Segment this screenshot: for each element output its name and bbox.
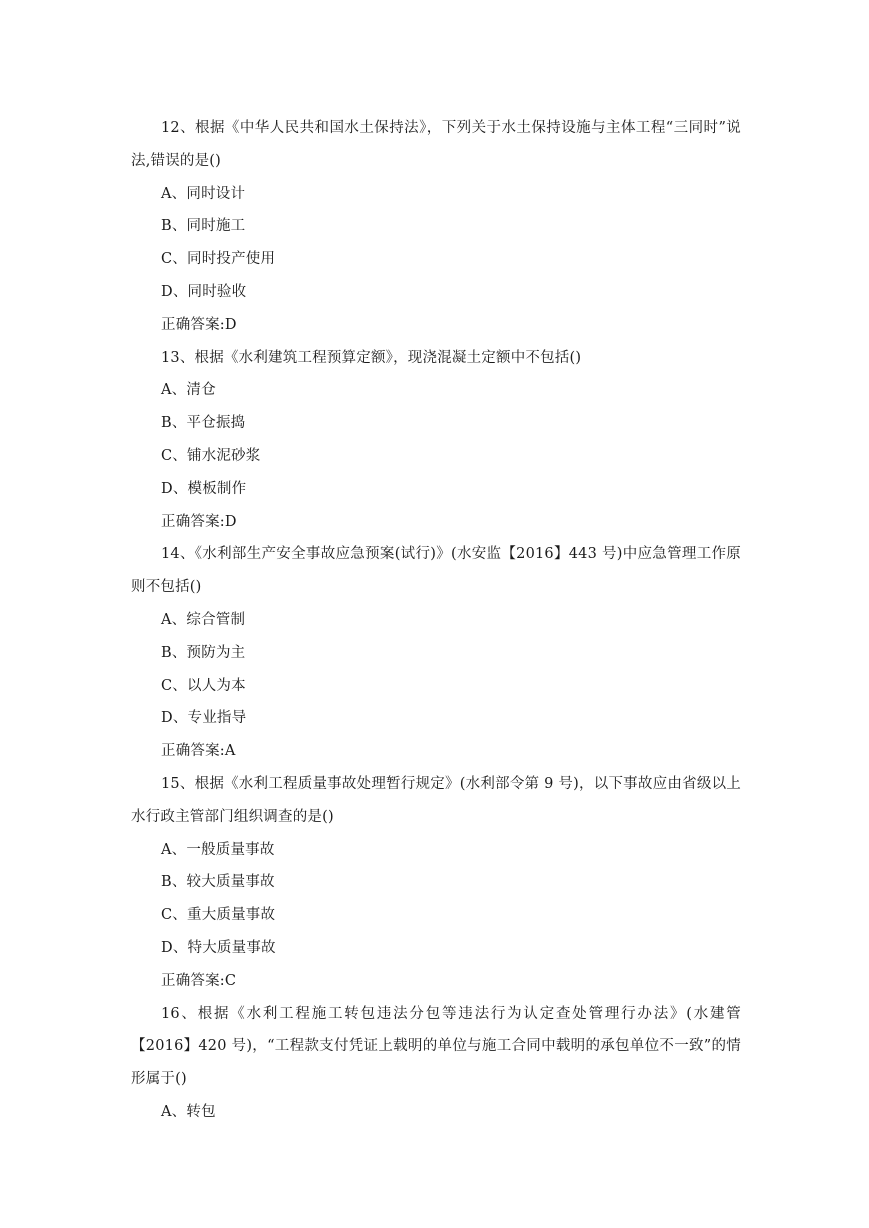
option-c: C、重大质量事故 xyxy=(161,907,276,924)
question-stem: 14、《水利部生产安全事故应急预案(试行)》(水安监【2016】443 号)中应急管理工作原则不包括() xyxy=(131,546,741,596)
question-list xyxy=(131,112,741,1129)
option-a: A、综合管制 xyxy=(161,611,246,628)
question-14 xyxy=(131,538,741,768)
option-a: A、同时设计 xyxy=(161,185,246,202)
correct-answer: 正确答案:D xyxy=(161,316,237,333)
option-a: A、转包 xyxy=(161,1103,216,1120)
option-b: B、同时施工 xyxy=(161,218,246,235)
option-c: C、以人为本 xyxy=(161,677,246,694)
option-d: D、模板制作 xyxy=(161,480,247,497)
option-c: C、铺水泥砂浆 xyxy=(161,447,261,464)
correct-answer: 正确答案:D xyxy=(161,513,237,530)
option-a: A、清仓 xyxy=(161,382,216,399)
option-c: C、同时投产使用 xyxy=(161,251,276,268)
question-15 xyxy=(131,768,741,998)
option-d: D、同时验收 xyxy=(161,283,247,300)
question-16 xyxy=(131,998,741,1129)
option-d: D、专业指导 xyxy=(161,710,247,727)
question-13 xyxy=(131,342,741,539)
correct-answer: 正确答案:C xyxy=(161,972,237,989)
option-b: B、预防为主 xyxy=(161,644,246,661)
question-12 xyxy=(131,112,741,342)
question-stem: 16、根据《水利工程施工转包违法分包等违法行为认定查处管理行办法》(水建管【2016】420 号)，“工程款支付凭证上载明的单位与施工合同中载明的承包单位不一致”的情形属于() xyxy=(131,1005,741,1088)
option-a: A、一般质量事故 xyxy=(161,841,275,858)
option-b: B、较大质量事故 xyxy=(161,874,275,891)
correct-answer: 正确答案:A xyxy=(161,743,236,760)
option-d: D、特大质量事故 xyxy=(161,939,276,956)
question-stem: 13、根据《水利建筑工程预算定额》，现浇混凝土定额中不包括() xyxy=(161,349,582,366)
question-stem: 12、根据《中华人民共和国水土保持法》，下列关于水土保持设施与主体工程“三同时”说法,错误的是() xyxy=(131,120,741,169)
question-stem: 15、根据《水利工程质量事故处理暂行规定》(水利部令第 9 号)，以下事故应由省级以上水行政主管部门组织调查的是() xyxy=(131,775,741,825)
option-b: B、平仓振捣 xyxy=(161,415,246,432)
